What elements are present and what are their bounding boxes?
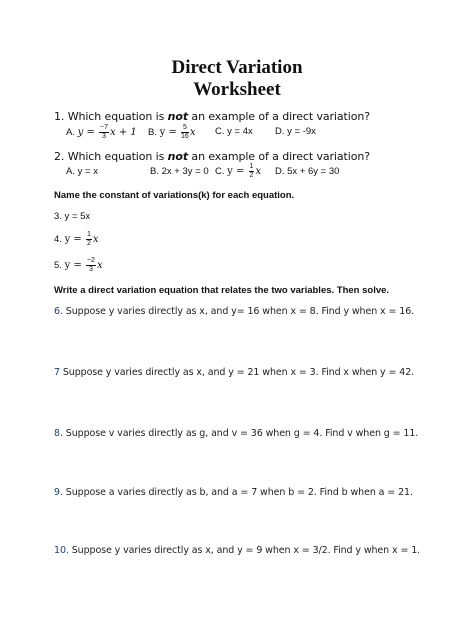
q1-a-rhs: x + 1: [110, 127, 137, 139]
q2-number: 2.: [54, 150, 65, 163]
q1-number: 1.: [54, 110, 65, 123]
q1-text-before: Which equation is: [67, 110, 165, 123]
q4-lhs: y =: [64, 234, 85, 246]
q2-option-b: B. 2x + 3y = 0: [150, 166, 209, 177]
q2-c-num: 1: [249, 163, 254, 170]
problem-7-number: 7: [54, 367, 60, 378]
question-3: 3. y = 5x: [54, 211, 91, 222]
q2-emphasis: not: [167, 150, 189, 163]
q1-b-lhs: y =: [159, 127, 181, 139]
q1-a-den: 3: [102, 133, 106, 140]
problem-6-number: 6.: [54, 306, 63, 317]
q1-b-rhs: x: [189, 127, 196, 139]
q4-num: 1: [86, 231, 91, 238]
question-2: [54, 150, 370, 164]
q5-fraction: [86, 257, 96, 274]
section-heading-direct-variation: Write a direct variation equation that relates the two variables. Then solve.: [54, 285, 390, 296]
q4-rhs: x: [92, 234, 99, 246]
problem-10-number: 10.: [54, 545, 69, 556]
problem-6-text: Suppose y varies directly as x, and y= 16 when x = 8. Find y when x = 16.: [62, 306, 415, 317]
problem-7-text: Suppose y varies directly as x, and y = 21 when x = 3. Find x when y = 42.: [59, 367, 415, 378]
question-5: [54, 257, 103, 274]
question-4: [54, 231, 99, 248]
q4-den: 2: [86, 240, 91, 247]
q2-c-rhs: x: [255, 166, 262, 178]
q1-b-label: B.: [148, 127, 157, 139]
q1-a-lhs: y =: [77, 127, 99, 139]
q4-fraction: [86, 231, 92, 248]
q1-a-num: −7: [100, 124, 108, 131]
q1-text-after: an example of a direct variation?: [191, 110, 370, 123]
question-1: [54, 110, 370, 124]
problem-10: [54, 545, 420, 556]
q2-option-a: A. y = x: [66, 166, 98, 177]
section-heading-constant: Name the constant of variations(k) for each equation.: [54, 190, 295, 201]
problem-7: [54, 367, 414, 378]
q1-emphasis: not: [167, 110, 189, 123]
q2-text-before: Which equation is: [67, 150, 165, 163]
q5-den: 3: [89, 266, 93, 273]
problem-9-number: 9.: [54, 487, 63, 498]
q1-b-fraction: [181, 124, 189, 141]
q2-text-after: an example of a direct variation?: [191, 150, 370, 163]
q4-label: 4.: [54, 234, 62, 246]
q5-lhs: y =: [64, 260, 85, 272]
q2-c-lhs: y =: [227, 166, 248, 178]
q5-rhs: x: [96, 260, 103, 272]
problem-6: [54, 306, 414, 317]
q1-option-c: C. y = 4x: [215, 126, 253, 137]
q1-a-label: A.: [66, 127, 75, 139]
title-line-2: Worksheet: [193, 79, 281, 100]
problem-9: [54, 487, 413, 498]
q2-c-fraction: [249, 163, 255, 180]
q1-option-b: [148, 124, 195, 141]
q1-b-den: 16: [181, 133, 189, 140]
title-line-1: Direct Variation: [171, 57, 303, 78]
q2-c-den: 2: [249, 172, 254, 179]
q2-option-c: [215, 163, 261, 180]
q1-option-a: [66, 124, 137, 141]
q2-option-d: D. 5x + 6y = 30: [275, 166, 340, 177]
q5-num: −2: [86, 257, 95, 264]
q5-label: 5.: [54, 260, 62, 272]
q1-option-d: D. y = -9x: [275, 126, 316, 137]
problem-8: [54, 428, 418, 439]
problem-9-text: Suppose a varies directly as b, and a = 7 when b = 2. Find b when a = 21.: [62, 487, 413, 498]
problem-10-text: Suppose y varies directly as x, and y = 9 when x = 3/2. Find y when x = 1.: [68, 545, 421, 556]
q1-a-fraction: [99, 124, 109, 141]
q2-c-label: C.: [215, 166, 225, 178]
problem-8-text: Suppose v varies directly as g, and v = 36 when g = 4. Find v when g = 11.: [62, 428, 419, 439]
q1-b-num: 5: [182, 124, 187, 131]
problem-8-number: 8.: [54, 428, 63, 439]
